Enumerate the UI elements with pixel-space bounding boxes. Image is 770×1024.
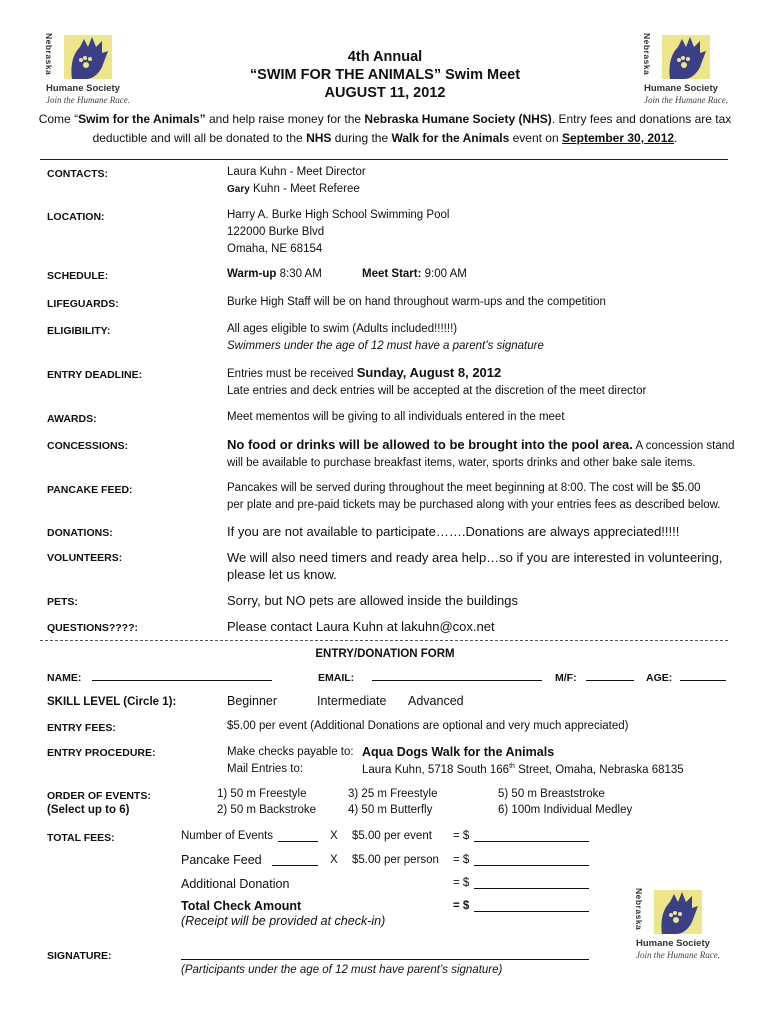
label-total-fees: TOTAL FEES: [47, 832, 115, 844]
title-line-3: AUGUST 11, 2012 [324, 85, 446, 101]
concessions-text: A concession stand [632, 440, 735, 452]
x-sign: X [330, 854, 338, 866]
events-total-field[interactable] [474, 830, 589, 842]
email-field[interactable] [372, 669, 542, 681]
checks-label: Make checks payable to: [227, 746, 354, 758]
additional-donation-label: Additional Donation [181, 877, 290, 891]
age-field[interactable] [680, 669, 726, 681]
schedule-start [362, 266, 467, 283]
logo-vertical-text: Nebraska [44, 33, 54, 76]
label-email: EMAIL: [318, 672, 355, 684]
event-4[interactable]: 4) 50 m Butterfly [348, 804, 433, 816]
name-field[interactable] [92, 669, 272, 681]
pancake-count-field[interactable] [272, 854, 318, 866]
deadline-date: Sunday, August 8, 2012 [356, 365, 502, 380]
logo-org: Humane Society [636, 938, 710, 949]
label-events [47, 789, 151, 817]
signature-note: (Participants under the age of 12 must have parent’s signature) [181, 964, 503, 976]
mail-address-b: Street, Omaha, Nebraska 68135 [514, 763, 684, 776]
contact-director: Laura Kuhn - Meet Director [227, 166, 366, 178]
logo-org: Humane Society [644, 83, 718, 94]
label-deadline: ENTRY DEADLINE: [47, 369, 143, 381]
entry-fees-value: $5.00 per event (Additional Donations are optional and very much appreciated) [227, 720, 629, 732]
contact-first-name: Gary [227, 184, 250, 195]
concessions-value [227, 436, 735, 472]
receipt-note: (Receipt will be provided at check-in) [181, 914, 386, 928]
eligibility-note: Swimmers under the age of 12 must have a parent’s signature [227, 340, 544, 352]
event-5[interactable]: 5) 50 m Breaststroke [498, 788, 605, 800]
label-location: LOCATION: [47, 211, 105, 223]
volunteers-value [227, 549, 722, 583]
intro-text: during the [331, 131, 392, 145]
mail-address-a: Laura Kuhn, 5718 South 166 [362, 763, 510, 776]
label-procedure: ENTRY PROCEDURE: [47, 747, 156, 759]
num-events-label: Number of Events [181, 830, 274, 842]
contact-referee: Kuhn - Meet Referee [249, 183, 360, 195]
intro-bold: Walk for the Animals [391, 131, 510, 145]
pancake-value [227, 480, 721, 514]
intro-paragraph [30, 110, 740, 148]
events-label-2: (Select up to 6) [47, 804, 130, 816]
num-events-field[interactable] [278, 830, 318, 842]
form-divider [40, 640, 728, 641]
per-person: $5.00 per person [352, 854, 439, 866]
title-line-2: “SWIM FOR THE ANIMALS” Swim Meet [249, 67, 521, 83]
events-label-1: ORDER OF EVENTS: [47, 790, 151, 802]
label-concessions: CONCESSIONS: [47, 440, 129, 452]
label-signature: SIGNATURE: [47, 950, 112, 962]
start-time: 9:00 AM [421, 268, 467, 280]
label-skill: SKILL LEVEL (Circle 1): [47, 696, 177, 708]
equals-dollar: = $ [453, 854, 470, 866]
label-eligibility: ELIGIBILITY: [47, 325, 111, 337]
label-pets: PETS: [47, 596, 78, 608]
location-value [227, 207, 449, 258]
label-name: NAME: [47, 672, 82, 684]
location-line: 122000 Burke Blvd [227, 226, 325, 238]
divider [40, 159, 728, 160]
concessions-rule: No food or drinks will be allowed to be brought into the pool area. [227, 437, 633, 452]
per-event: $5.00 per event [352, 830, 432, 842]
start-label: Meet Start: [362, 268, 422, 280]
volunteers-line: We will also need timers and ready area help…so if you are interested in volunteering, [227, 550, 723, 565]
mail-sup: th [509, 763, 515, 770]
label-contacts: CONTACTS: [47, 168, 109, 180]
logo-vertical-text: Nebraska [642, 33, 652, 76]
pancake-line: per plate and pre-paid tickets may be purchased along with your entries fees as described below. [227, 499, 721, 511]
intro-text: event on [509, 131, 562, 145]
label-entry-fees: ENTRY FEES: [47, 722, 116, 734]
total-check-field[interactable] [474, 900, 589, 912]
skill-beginner[interactable]: Beginner [227, 694, 278, 708]
lifeguards-value: Burke High Staff will be on hand throughout warm-ups and the competition [227, 296, 606, 308]
logo-org: Humane Society [46, 83, 120, 94]
label-volunteers: VOLUNTEERS: [47, 552, 123, 564]
deadline-late: Late entries and deck entries will be accepted at the discretion of the meet director [227, 385, 647, 397]
event-6[interactable]: 6) 100m Individual Medley [498, 804, 633, 816]
label-questions: QUESTIONS????: [47, 622, 138, 634]
intro-bold: Nebraska Humane Society (NHS) [364, 112, 552, 126]
equals-dollar: = $ [453, 830, 470, 842]
volunteers-line: please let us know. [227, 567, 337, 582]
awards-value: Meet mementos will be giving to all individuals entered in the meet [227, 411, 565, 423]
title-line-1: 4th Annual [347, 49, 423, 65]
pancake-total-field[interactable] [474, 854, 589, 866]
label-mf: M/F: [555, 672, 577, 684]
questions-value: Please contact Laura Kuhn at lakuhn@cox.net [227, 619, 495, 634]
eligibility-line: All ages eligible to swim (Adults included!!!!!!) [227, 323, 458, 335]
event-1[interactable]: 1) 50 m Freestyle [217, 788, 307, 800]
logo-tagline: Join the Humane Race. [636, 950, 720, 960]
mail-label: Mail Entries to: [227, 763, 304, 775]
logo-bottom-right [632, 888, 722, 968]
checks-payee: Aqua Dogs Walk for the Animals [362, 745, 555, 759]
logo-tagline: Join the Humane Race. [46, 95, 130, 105]
schedule-warmup [227, 266, 322, 283]
form-title: ENTRY/DONATION FORM [315, 648, 455, 660]
deadline-text: Entries must be received [227, 368, 357, 380]
logo-tagline: Join the Humane Race. [644, 95, 728, 105]
skill-advanced[interactable]: Advanced [408, 694, 464, 708]
intro-bold: NHS [306, 131, 332, 145]
label-awards: AWARDS: [47, 413, 97, 425]
donations-value: If you are not available to participate…….Donations are always appreciated!!!!! [227, 524, 680, 539]
skill-intermediate[interactable]: Intermediate [317, 694, 387, 708]
x-sign: X [330, 830, 338, 842]
signature-field[interactable] [181, 948, 589, 960]
pancake-feed-label: Pancake Feed [181, 853, 262, 867]
warmup-label: Warm-up [227, 268, 277, 280]
eligibility-value [227, 321, 544, 355]
location-line: Harry A. Burke High School Swimming Pool [227, 209, 450, 221]
mf-field[interactable] [586, 669, 634, 681]
label-age: AGE: [646, 672, 673, 684]
donation-field[interactable] [474, 877, 589, 889]
intro-bold: Swim for the Animals” [78, 112, 206, 126]
hand-paw-icon [648, 888, 708, 938]
label-donations: DONATIONS: [47, 527, 113, 539]
intro-date: September 30, 2012 [561, 131, 675, 145]
total-check-label: Total Check Amount [181, 899, 302, 913]
mail-address [362, 763, 684, 776]
location-line: Omaha, NE 68154 [227, 243, 323, 255]
label-pancake: PANCAKE FEED: [47, 484, 133, 496]
equals-dollar: = $ [453, 877, 470, 889]
event-3[interactable]: 3) 25 m Freestyle [348, 788, 438, 800]
deadline-value [227, 364, 646, 400]
logo-vertical-text: Nebraska [634, 888, 644, 931]
intro-text: Come “ [38, 112, 79, 126]
intro-text: . Entry fees and donations are tax deductible and will all be donated to the [92, 112, 732, 145]
contacts-value [227, 164, 366, 198]
event-2[interactable]: 2) 50 m Backstroke [217, 804, 317, 816]
page-title [0, 48, 770, 102]
concessions-text: will be available to purchase breakfast items, water, sports drinks and other bake sale items. [227, 457, 696, 469]
label-lifeguards: LIFEGUARDS: [47, 298, 119, 310]
pets-value: Sorry, but NO pets are allowed inside the buildings [227, 593, 518, 608]
equals-dollar: = $ [453, 900, 470, 912]
intro-text: . [674, 131, 678, 145]
label-schedule: SCHEDULE: [47, 270, 109, 282]
intro-text: and help raise money for the [205, 112, 365, 126]
pancake-line: Pancakes will be served during throughout the meet beginning at 8:00. The cost will be $5.00 [227, 482, 701, 494]
warmup-time: 8:30 AM [276, 268, 322, 280]
